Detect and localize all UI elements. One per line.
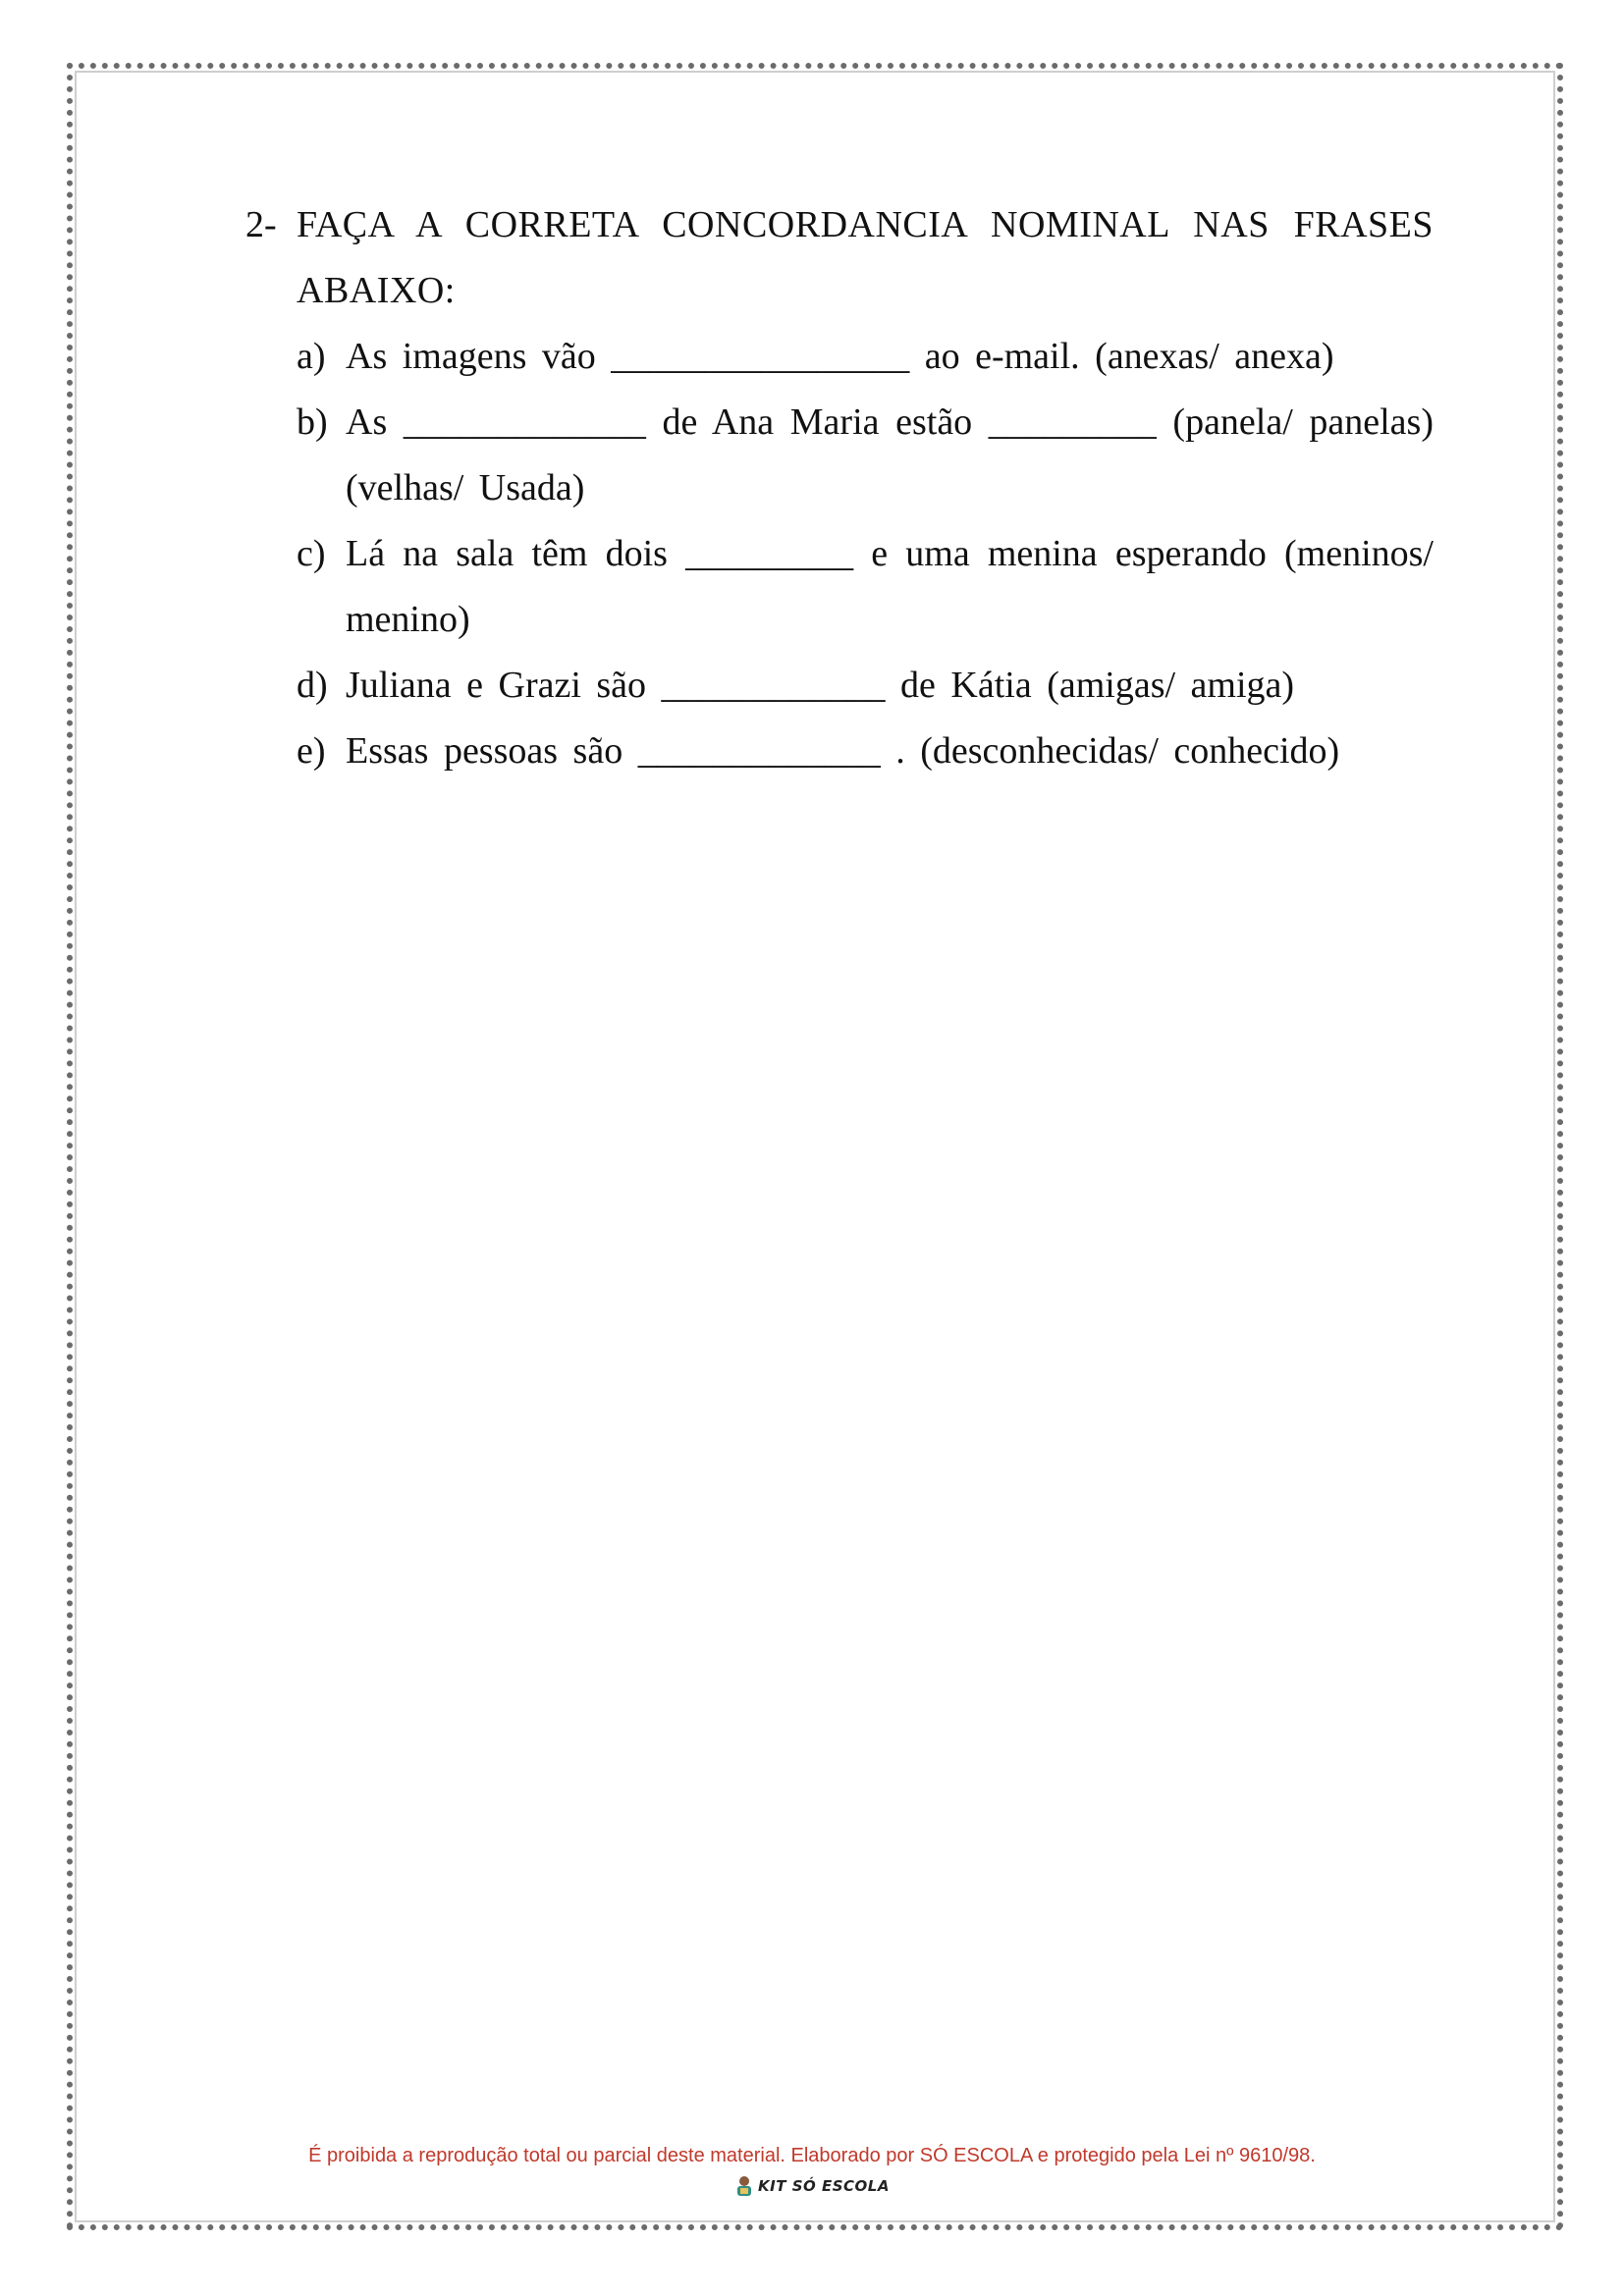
exercise-item-a <box>297 324 1434 390</box>
item-text: As _____________ de Ana Maria estão _________ (panela/ panelas) (velhas/ Usada) <box>346 401 1434 508</box>
item-letter: d) <box>297 665 328 706</box>
exercise-item-e <box>297 719 1434 784</box>
item-letter: b) <box>297 401 328 443</box>
exercise-item-b <box>297 390 1434 521</box>
exercise-item-d <box>297 653 1434 719</box>
question-number: 2- <box>245 204 277 245</box>
item-text: As imagens vão ________________ ao e-mail. (anexas/ anexa) <box>346 336 1334 377</box>
page-footer <box>0 2142 1624 2202</box>
item-text: Lá na sala têm dois _________ e uma menina esperando (meninos/ menino) <box>346 533 1434 640</box>
question-2 <box>245 192 1434 324</box>
item-text: Juliana e Grazi são ____________ de Kátia (amigas/ amiga) <box>346 665 1295 706</box>
question-text: FAÇA A CORRETA CONCORDANCIA NOMINAL NAS FRASES ABAIXO: <box>297 204 1434 311</box>
item-letter: c) <box>297 533 326 574</box>
student-icon <box>734 2175 754 2197</box>
copyright-notice: É proibida a reprodução total ou parcial deste material. Elaborado por SÓ ESCOLA e protegido pela Lei nº 9610/98. <box>308 2145 1316 2166</box>
worksheet-content <box>245 192 1434 784</box>
exercise-list <box>297 324 1434 784</box>
logo-text: KIT SÓ ESCOLA <box>758 2177 890 2195</box>
item-text: Essas pessoas são _____________ . (desconhecidas/ conhecido) <box>346 730 1340 772</box>
item-letter: e) <box>297 730 326 772</box>
kit-so-escola-logo <box>734 2175 890 2197</box>
exercise-item-c <box>297 521 1434 653</box>
item-letter: a) <box>297 336 326 377</box>
